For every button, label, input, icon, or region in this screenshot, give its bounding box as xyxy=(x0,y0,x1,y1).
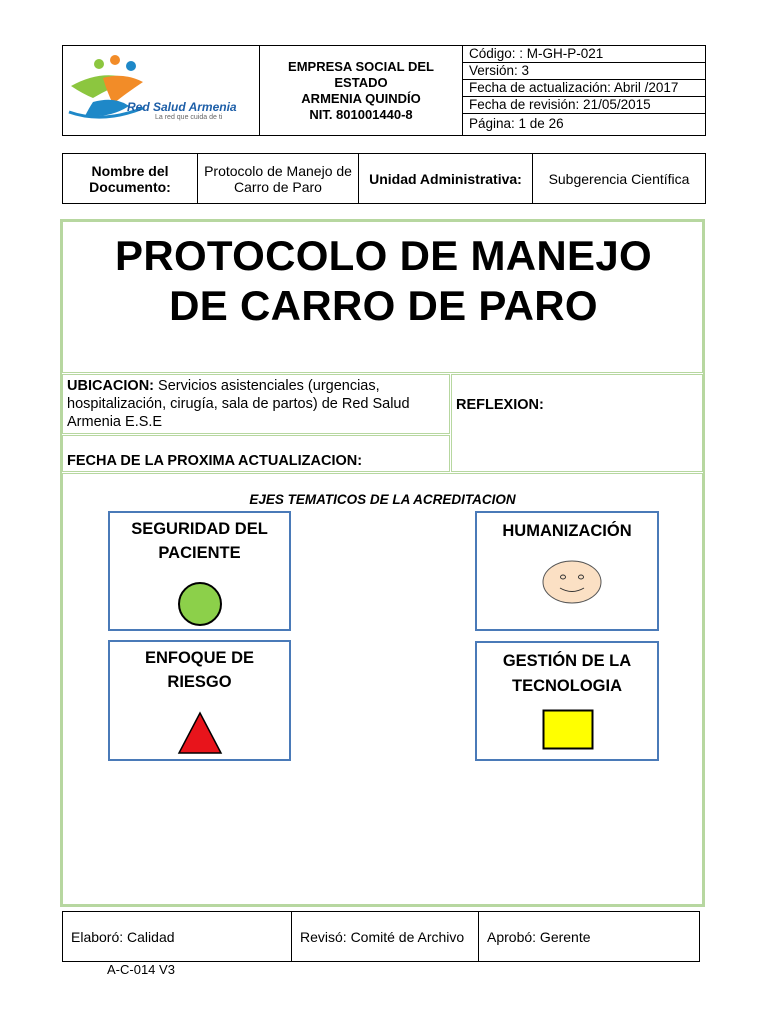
header-logo-cell xyxy=(62,45,260,136)
axis-gestion-tecnologia xyxy=(475,641,659,761)
company-nit: NIT. 801001440-8 xyxy=(309,106,413,122)
logo-brand: Red Salud Armenia xyxy=(127,100,237,114)
red-salud-logo xyxy=(63,46,259,135)
title-line-1: PROTOCOLO DE MANEJO xyxy=(115,232,652,279)
reflexion-label: REFLEXION: xyxy=(456,397,544,413)
doc-name-label-line2: Documento: xyxy=(89,178,171,195)
form-code: A-C-014 V3 xyxy=(107,962,175,977)
red-triangle-icon xyxy=(176,710,224,756)
reflexion-box xyxy=(451,374,703,472)
meta-codigo: Código: : M-GH-P-021 xyxy=(462,45,706,63)
meta-version: Versión: 3 xyxy=(462,62,706,80)
axis-humanizacion-label: HUMANIZACIÓN xyxy=(502,522,632,540)
footer-reviso: Revisó: Comité de Archivo xyxy=(291,911,479,962)
axis-seguridad-line2: PACIENTE xyxy=(158,544,241,562)
approval-footer xyxy=(62,911,700,962)
company-line-3: ARMENIA QUINDÍO xyxy=(301,90,421,106)
ubicacion-label: UBICACION: xyxy=(67,378,154,394)
axis-seguridad-line1: SEGURIDAD DEL xyxy=(131,520,268,538)
yellow-square-icon xyxy=(542,709,594,751)
meta-fecha-revision: Fecha de revisión: 21/05/2015 xyxy=(462,96,706,114)
main-frame xyxy=(60,219,705,907)
smiley-face-icon xyxy=(541,559,603,605)
ejes-box xyxy=(62,473,703,905)
doc-name-value xyxy=(197,153,359,204)
unit-value: Subgerencia Científica xyxy=(532,153,706,204)
logo-tagline: La red que cuida de ti xyxy=(155,114,223,121)
ejes-title: EJES TEMATICOS DE LA ACREDITACION xyxy=(249,492,516,507)
unit-label: Unidad Administrativa: xyxy=(358,153,533,204)
axis-enfoque-line1: ENFOQUE DE xyxy=(144,649,255,667)
ubicacion-text: Servicios asistenciales (urgencias, hospitalización, cirugía, sala de partos) de Red Salud Armenia E.S.E xyxy=(67,378,410,430)
fecha-label: FECHA DE LA PROXIMA ACTUALIZACION: xyxy=(67,453,363,469)
doc-name-label xyxy=(62,153,198,204)
document-meta xyxy=(462,45,706,136)
ubicacion-box xyxy=(62,374,450,434)
title-box xyxy=(62,221,703,373)
axis-gestion-line2: TECNOLOGIA xyxy=(512,677,622,695)
title-line-2: DE CARRO DE PARO xyxy=(169,282,598,329)
company-line-1: EMPRESA SOCIAL DEL xyxy=(288,58,434,74)
meta-pagina: Página: 1 de 26 xyxy=(462,113,706,136)
axis-gestion-line1: GESTIÓN DE LA xyxy=(502,652,632,670)
fecha-box xyxy=(62,435,450,472)
company-line-2: ESTADO xyxy=(334,74,388,90)
meta-fecha-actualizacion: Fecha de actualización: Abril /2017 xyxy=(462,79,706,97)
axis-enfoque-riesgo xyxy=(108,640,291,761)
axis-seguridad-paciente xyxy=(108,511,291,631)
doc-name-label-line1: Nombre del xyxy=(91,162,169,179)
green-circle-icon xyxy=(176,581,224,627)
axis-enfoque-line2: RIESGO xyxy=(167,673,232,691)
axis-humanizacion xyxy=(475,511,659,631)
company-info xyxy=(259,45,463,136)
doc-name-value-line2: Carro de Paro xyxy=(234,178,322,195)
footer-aprobo: Aprobó: Gerente xyxy=(478,911,700,962)
footer-elaboro: Elaboró: Calidad xyxy=(62,911,292,962)
doc-name-value-line1: Protocolo de Manejo de xyxy=(204,162,352,179)
document-info-table xyxy=(62,153,706,204)
